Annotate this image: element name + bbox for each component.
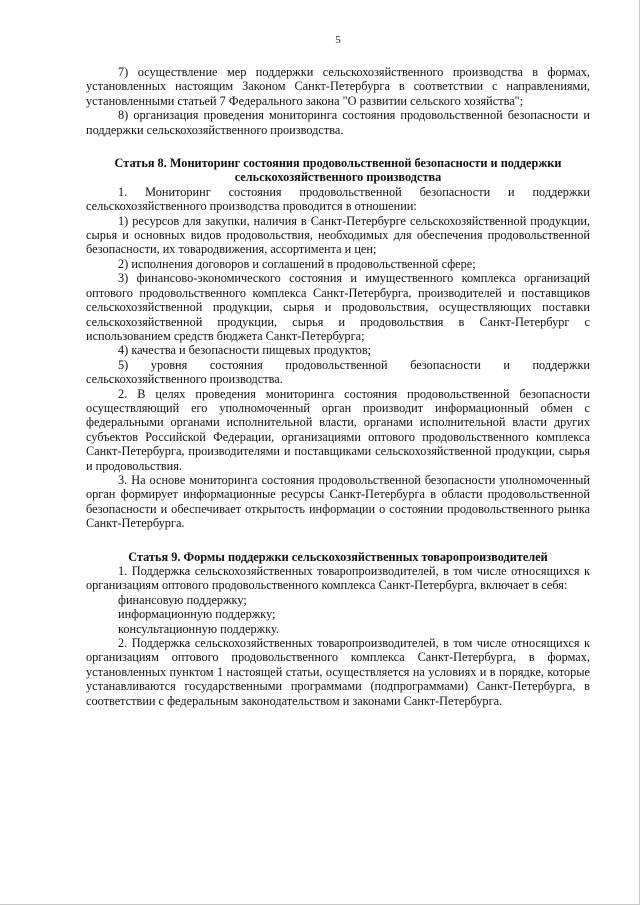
article-8-list-item: 2) исполнения договоров и соглашений в продовольственной сфере; — [118, 256, 476, 271]
article-8 — [86, 156, 590, 531]
article-8-paragraph-3: 3. На основе мониторинга состояния продовольственной безопасности уполномоченный орган формирует информационные ресурсы Санкт-Петербурга в области продовольственной безопасности и обеспечивает открытость информации о состоянии продовольственного рынка Санкт-Петербурга. — [86, 472, 590, 531]
article-9-paragraph-2: 2. Поддержка сельскохозяйственных товаропроизводителей, в том числе относящихся к организациям оптового продовольственного комплекса Санкт-Петербурга, в формах, установленных пунктом 1 настоящей статьи, осуществляется на условиях и в порядке, которые устанавливаются государственными программами (подпрограммами) Санкт-Петербурга, в соответствии с федеральным законодательством и законами Санкт-Петербурга. — [86, 636, 590, 708]
article-8-paragraph-2: 2. В целях проведения мониторинга состояния продовольственной безопасности осуществляющий его уполномоченный орган производит информационный обмен с федеральными органами исполнительной власти, органами исполнительной власти других субъектов Российской Федерации, организациями оптового продовольственного комплекса Санкт-Петербурга, производителями и поставщиками сельскохозяйственной продукции, сырья и продовольствия. — [86, 386, 590, 473]
article-9 — [86, 550, 590, 708]
page-number: 5 — [335, 34, 341, 46]
paragraph-item-7: 7) осуществление мер поддержки сельскохозяйственного производства в формах, установленных настоящим Законом Санкт-Петербурга в соответствии с направлениями, установленными статьей 7 Федерального закона "О развитии сельского хозяйства"; — [86, 65, 590, 108]
page-content — [86, 65, 590, 708]
article-8-list-item: 5) уровня состояния продовольственной безопасности и поддержки сельскохозяйственного производства. — [86, 357, 590, 387]
article-8-title: Статья 8. Мониторинг состояния продовольственной безопасности и поддержки сельскохозяйственного производства — [114, 156, 562, 185]
article-9-list-item: консультационную поддержку. — [118, 621, 279, 636]
continuation-block — [86, 65, 590, 137]
article-9-paragraph-1: 1. Поддержка сельскохозяйственных товаропроизводителей, в том числе относящихся к организациям оптового продовольственного комплекса Санкт-Петербурга, включает в себя: — [86, 564, 590, 593]
article-8-list-item: 4) качества и безопасности пищевых продуктов; — [118, 343, 372, 358]
article-9-list-item: финансовую поддержку; — [118, 592, 247, 607]
article-9-list-item: информационную поддержку; — [118, 607, 276, 622]
article-8-list-item: 1) ресурсов для закупки, наличия в Санкт-Петербурге сельскохозяйственной продукции, сырья и основных видов продовольствия, необходимых для обеспечения продовольственной безопасности, их товародвижения, ассортимента и цен; — [86, 213, 590, 257]
paragraph-item-8: 8) организация проведения мониторинга состояния продовольственной безопасности и поддержки сельскохозяйственного производства. — [86, 108, 590, 137]
article-8-paragraph-1: 1. Мониторинг состояния продовольственной безопасности и поддержки сельскохозяйственного производства проводится в отношении: — [86, 184, 590, 214]
article-9-title: Статья 9. Формы поддержки сельскохозяйственных товаропроизводителей — [128, 549, 548, 564]
article-8-list-item: 3) финансово-экономического состояния и имущественного комплекса организаций оптового продовольственного комплекса Санкт-Петербурга, производителей и поставщиков сельскохозяйственной продукции, сырья и продовольствия, осуществляющих поставки сельскохозяйственной продукции, сырья и продовольствия в Санкт-Петербург с использованием средств бюджета Санкт-Петербурга; — [86, 271, 590, 343]
